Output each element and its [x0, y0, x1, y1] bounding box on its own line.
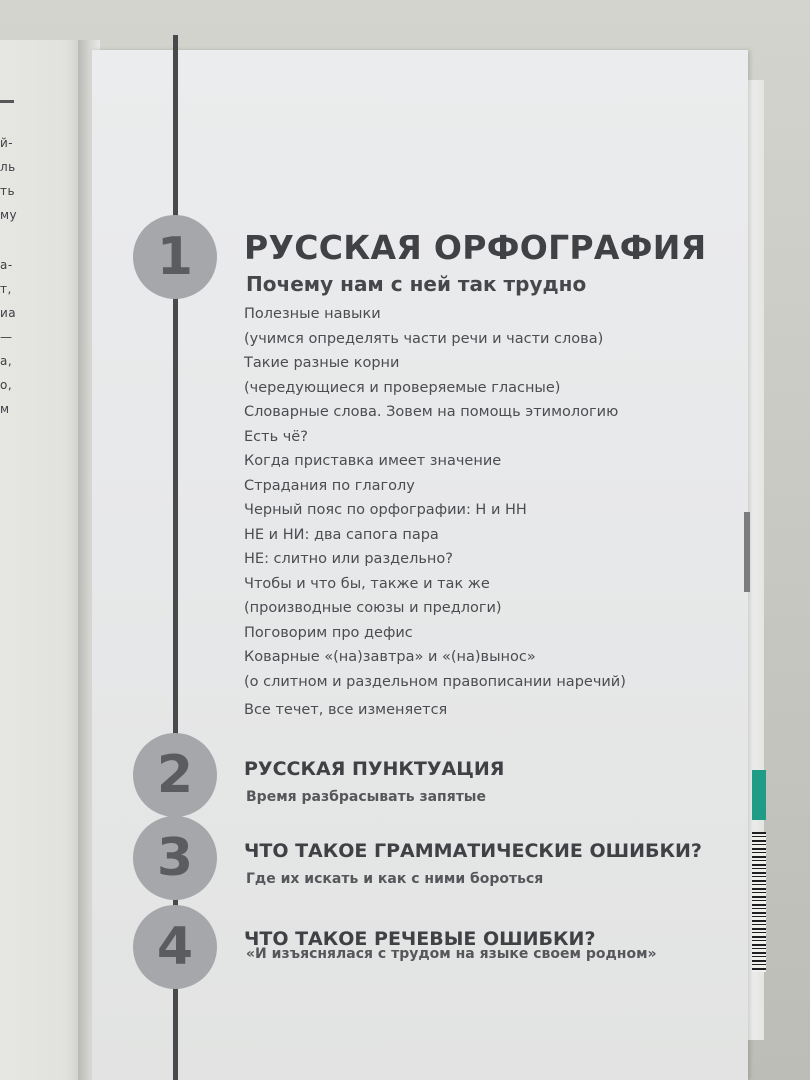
- chapter-title: РУССКАЯ ОРФОГРАФИЯ: [244, 228, 707, 267]
- left-page: [0, 40, 82, 1080]
- toc-item: Полезные навыки: [244, 306, 381, 322]
- toc-item: (производные союзы и предлоги): [244, 600, 502, 616]
- toc-item: Когда приставка имеет значение: [244, 453, 502, 469]
- chapter-subtitle: Где их искать и как с ними бороться: [246, 871, 544, 887]
- left-page-fragment: ль: [0, 160, 16, 174]
- edge-tab-teal: [752, 770, 766, 820]
- toc-item: (о слитном и раздельном правописании наречий): [244, 673, 626, 690]
- toc-item: Чтобы и что бы, также и так же: [244, 575, 490, 592]
- left-page-rule: [0, 100, 14, 103]
- chapter-number-circle: 3: [133, 816, 217, 900]
- toc-item: Черный пояс по орфографии: Н и НН: [244, 502, 527, 518]
- toc-item: НЕ и НИ: два сапога пара: [244, 526, 439, 543]
- toc-item: НЕ: слитно или раздельно?: [244, 551, 453, 567]
- left-page-fragment: —: [0, 330, 13, 344]
- left-page-fragment: а,: [0, 354, 13, 368]
- left-page-fragment: м: [0, 402, 10, 416]
- toc-item: (учимся определять части речи и части слова): [244, 330, 604, 347]
- barcode-stripes: [752, 832, 766, 972]
- chapter-number-circle: 2: [133, 733, 217, 817]
- toc-item: Поговорим про дефис: [244, 624, 413, 641]
- toc-item: Словарные слова. Зовем на помощь этимологию: [244, 404, 619, 420]
- chapter-subtitle: «И изъяснялася с трудом на языке своем родном»: [246, 946, 657, 962]
- left-page-fragment: й-: [0, 136, 14, 150]
- toc-item: (чередующиеся и проверяемые гласные): [244, 379, 561, 396]
- toc-item: Такие разные корни: [244, 355, 400, 371]
- toc-item: Страдания по глаголу: [244, 477, 415, 494]
- chapter-number-circle: 1: [133, 215, 217, 299]
- chapter-subtitle: Время разбрасывать запятые: [246, 789, 486, 805]
- toc-item: Все течет, все изменяется: [244, 702, 448, 718]
- chapter-title: РУССКАЯ ПУНКТУАЦИЯ: [244, 758, 505, 780]
- left-page-fragment: иа: [0, 306, 17, 320]
- edge-tab-gray: [744, 512, 750, 592]
- left-page-fragment: му: [0, 208, 18, 222]
- toc-item: Есть чё?: [244, 428, 308, 445]
- left-page-fragment: о,: [0, 378, 13, 392]
- chapter-title: ЧТО ТАКОЕ ГРАММАТИЧЕСКИЕ ОШИБКИ?: [244, 840, 702, 862]
- chapter-number-circle: 4: [133, 905, 217, 989]
- chapter-title: ЧТО ТАКОЕ РЕЧЕВЫЕ ОШИБКИ?: [244, 928, 596, 950]
- chapter-contents-list: [244, 302, 664, 723]
- chapter-subtitle: Почему нам с ней так трудно: [246, 272, 587, 296]
- left-page-fragment: а-: [0, 258, 13, 272]
- left-page-fragment: т,: [0, 282, 12, 296]
- left-page-fragment: ть: [0, 184, 16, 198]
- toc-item: Коварные «(на)завтра» и «(на)вынос»: [244, 649, 536, 665]
